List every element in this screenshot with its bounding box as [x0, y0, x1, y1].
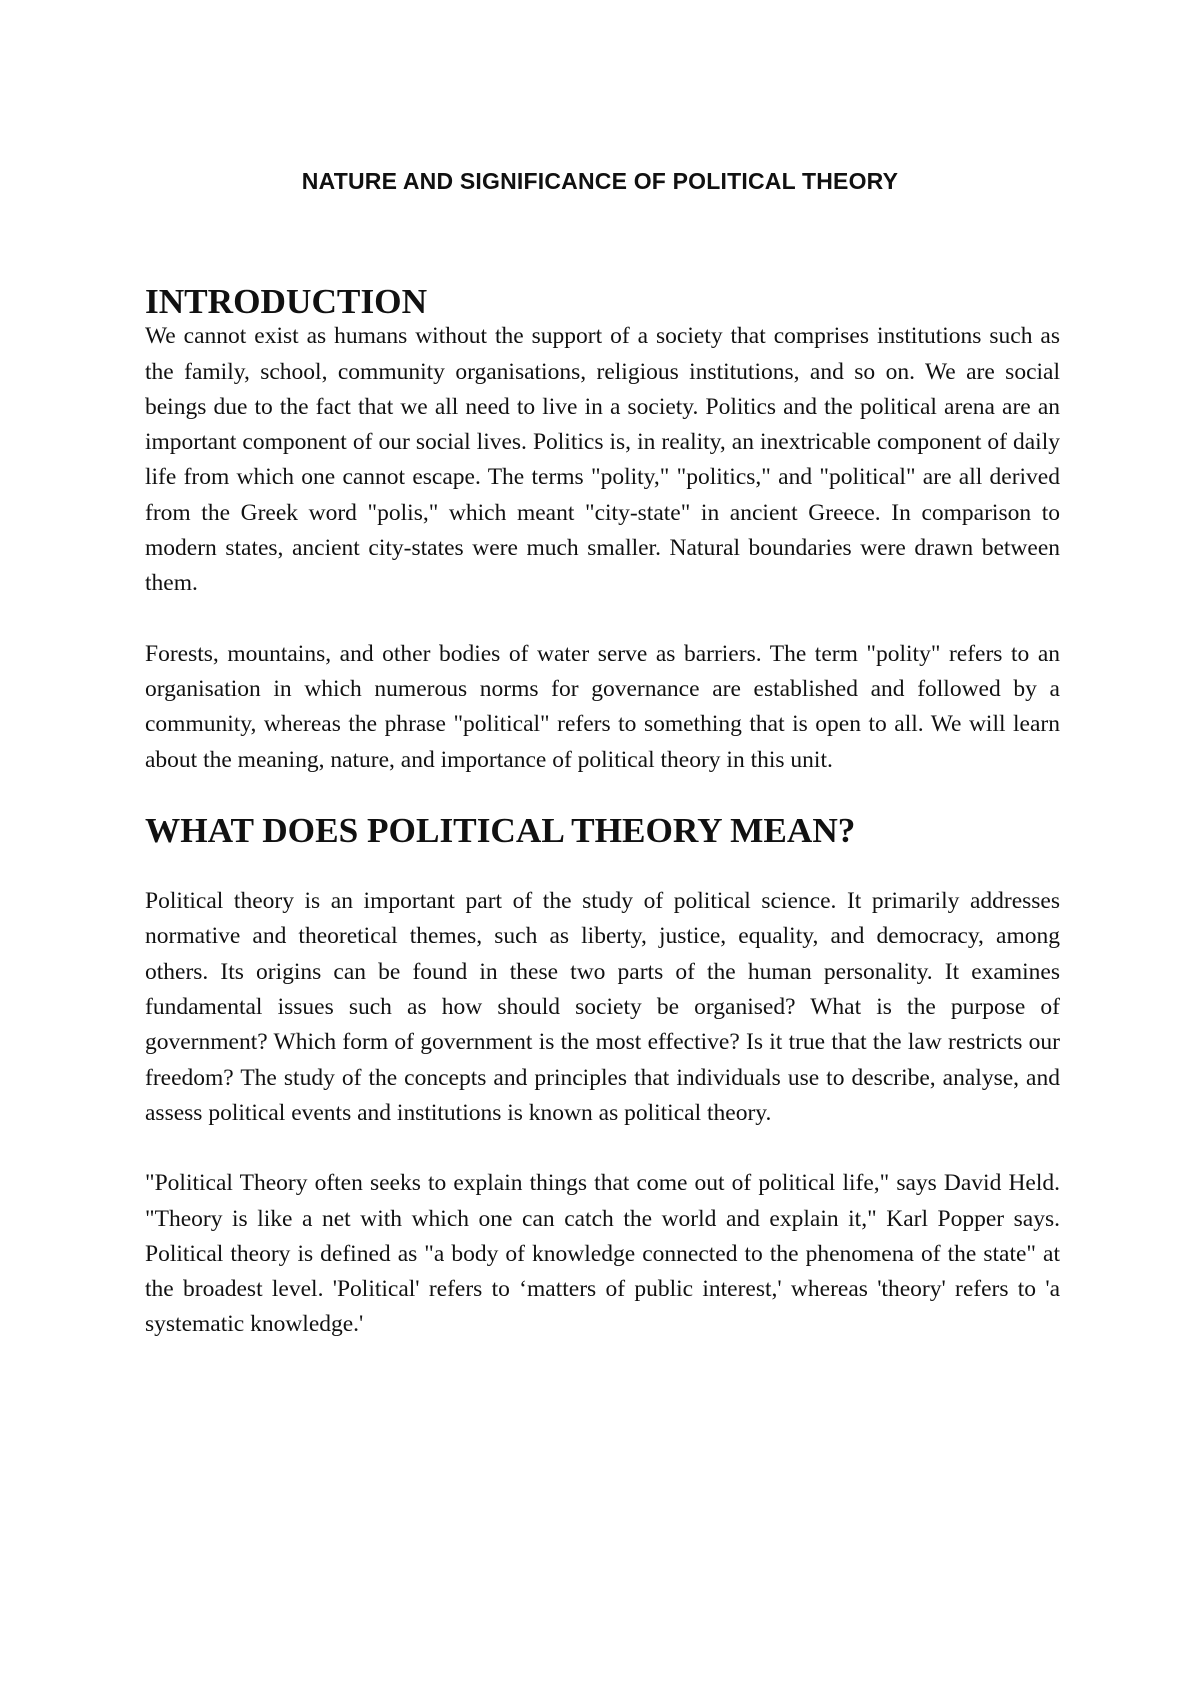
document-body — [145, 284, 1060, 1343]
paragraph-introduction-1: We cannot exist as humans without the support of a society that comprises institutions such as the family, school, community organisations, religious institutions, and so on. We are social beings due to the fact that we all need to live in a society. Politics and the political arena are an important component of our social lives. Politics is, in reality, an inextricable component of daily life from which one cannot escape. The terms "polity," "politics," and "political" are all derived from the Greek word "polis," which meant "city-state" in ancient Greece. In comparison to modern states, ancient city-states were much smaller. Natural boundaries were drawn between them. — [145, 323, 1060, 597]
section-heading-what-does-political-theory-mean: WHAT DOES POLITICAL THEORY MEAN? — [145, 810, 856, 850]
paragraph-spacer — [145, 778, 1060, 813]
paragraph-introduction-2: Forests, mountains, and other bodies of water serve as barriers. The term "polity" refers to an organisation in which numerous norms for governance are established and followed by a community, whereas the phrase "political" refers to something that is open to all. We will learn about the meaning, nature, and importance of political theory in this unit. — [145, 640, 1060, 773]
paragraph-spacer — [145, 1131, 1060, 1166]
document-title: NATURE AND SIGNIFICANCE OF POLITICAL THEORY — [301, 168, 899, 194]
paragraph-spacer — [145, 602, 1060, 637]
paragraph-spacer — [145, 848, 1060, 884]
section-heading-introduction: INTRODUCTION — [145, 282, 428, 321]
paragraph-political-theory-1: Political theory is an important part of the study of political science. It primarily addresses normative and theoretical themes, such as liberty, justice, equality, and democracy, among others. Its origins can be found in these two parts of the human personality. It examines fundamental issues such as how should society be organised? What is the purpose of government? Which form of government is the most effective? Is it true that the law restricts our freedom? The study of the concepts and principles that individuals use to describe, analyse, and assess political events and institutions is known as political theory. — [145, 888, 1060, 1126]
paragraph-political-theory-2: "Political Theory often seeks to explain things that come out of political life," says David Held. "Theory is like a net with which one can catch the world and explain it," Karl Popper says. Political theory is defined as "a body of knowledge connected to the phenomena of the state" at the broadest level. 'Political' refers to ‘matters of public interest,' whereas 'theory' refers to 'a systematic knowledge.' — [145, 1170, 1060, 1338]
